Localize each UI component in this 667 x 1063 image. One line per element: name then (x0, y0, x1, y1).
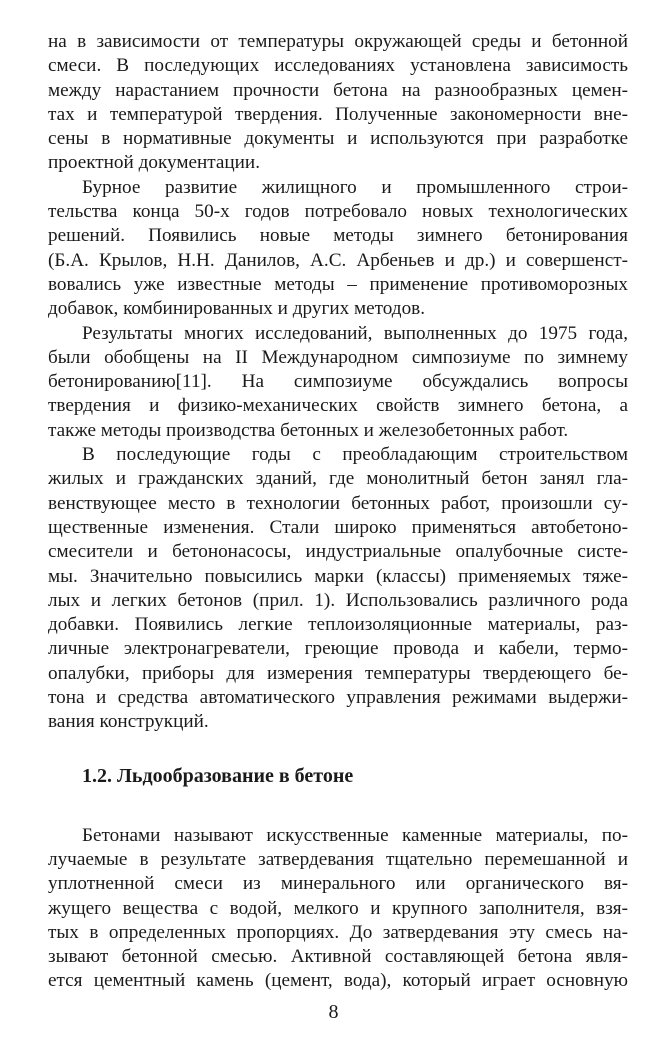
text-line: личные электронагреватели, греющие провода и кабели, термо- (48, 638, 628, 660)
page-body (48, 30, 628, 994)
text-line: уплотненной смеси из минерального или органического вя- (48, 873, 628, 895)
paragraph (48, 30, 628, 176)
paragraph (48, 176, 628, 322)
text-line: тах и температурой твердения. Полученные закономерности вне- (48, 103, 628, 125)
page-number: 8 (328, 1001, 339, 1023)
text-line: Результаты многих исследований, выполненных до 1975 года, (82, 322, 628, 344)
paragraph (48, 322, 628, 443)
text-line: жущего вещества с водой, мелкого и крупного заполнителя, взя- (48, 897, 628, 919)
section-heading: 1.2. Льдообразование в бетоне (82, 764, 354, 787)
text-line: тельства конца 50-х годов потребовало новых технологических (48, 201, 628, 223)
paragraph (48, 443, 628, 735)
text-line: также методы производства бетонных и железобетонных работ. (48, 419, 569, 441)
text-line: ется цементный камень (цемент, вода), который играет основную (48, 970, 628, 992)
text-line: В последующие годы с преобладающим строительством (82, 444, 628, 466)
text-line: вовались уже известные методы – применение противоморозных (48, 273, 628, 295)
text-line: (Б.А. Крылов, Н.Н. Данилов, А.С. Арбеньев и др.) и совершенст- (48, 249, 628, 271)
text-line: Бурное развитие жилищного и промышленного строи- (82, 176, 628, 198)
text-line: тых в определенных пропорциях. До затвердевания эту смесь на- (48, 921, 628, 943)
text-line: добавки. Появились легкие теплоизоляционные материалы, раз- (48, 614, 628, 636)
text-line: бетонированию[11]. На симпозиуме обсуждались вопросы (48, 371, 628, 393)
text-line: вания конструкций. (48, 711, 209, 733)
text-line: лучаемые в результате затвердевания тщательно перемешанной и (48, 848, 628, 870)
text-line: решений. Появились новые методы зимнего бетонирования (48, 225, 628, 247)
text-line: опалубки, приборы для измерения температуры твердеющего бе- (48, 662, 628, 684)
body-text-bottom (48, 824, 628, 994)
text-line: смесители и бетононасосы, индустриальные опалубочные систе- (48, 541, 628, 563)
text-line: жилых и гражданских зданий, где монолитный бетон занял гла- (48, 468, 628, 490)
text-line: были обобщены на II Международном симпозиуме по зимнему (48, 346, 628, 368)
text-line: тона и средства автоматического управления режимами выдержи- (48, 687, 628, 709)
text-line: лых и легких бетонов (прил. 1). Использовались различного рода (48, 589, 628, 611)
text-line: зывают бетонной смесью. Активной составляющей бетона явля- (48, 946, 628, 968)
text-line: щественные изменения. Стали широко применяться автобетоно- (48, 516, 628, 538)
text-line: мы. Значительно повысились марки (классы) применяемых тяже- (48, 565, 628, 587)
text-line: Бетонами называют искусственные каменные материалы, по- (82, 824, 628, 846)
text-line: смеси. В последующих исследованиях установлена зависимость (48, 55, 628, 77)
paragraph (48, 824, 628, 994)
text-line: венствующее место в технологии бетонных работ, произошли су- (48, 492, 628, 514)
text-line: между нарастанием прочности бетона на разнообразных цемен- (48, 79, 628, 101)
text-line: проектной документации. (48, 152, 260, 174)
text-line: сены в нормативные документы и используются при разработке (48, 128, 628, 150)
body-text-top (48, 30, 628, 735)
text-line: добавок, комбинированных и других методов. (48, 298, 426, 320)
text-line: твердения и физико-механических свойств зимнего бетона, а (48, 395, 628, 417)
text-line: на в зависимости от температуры окружающей среды и бетонной (48, 31, 628, 52)
